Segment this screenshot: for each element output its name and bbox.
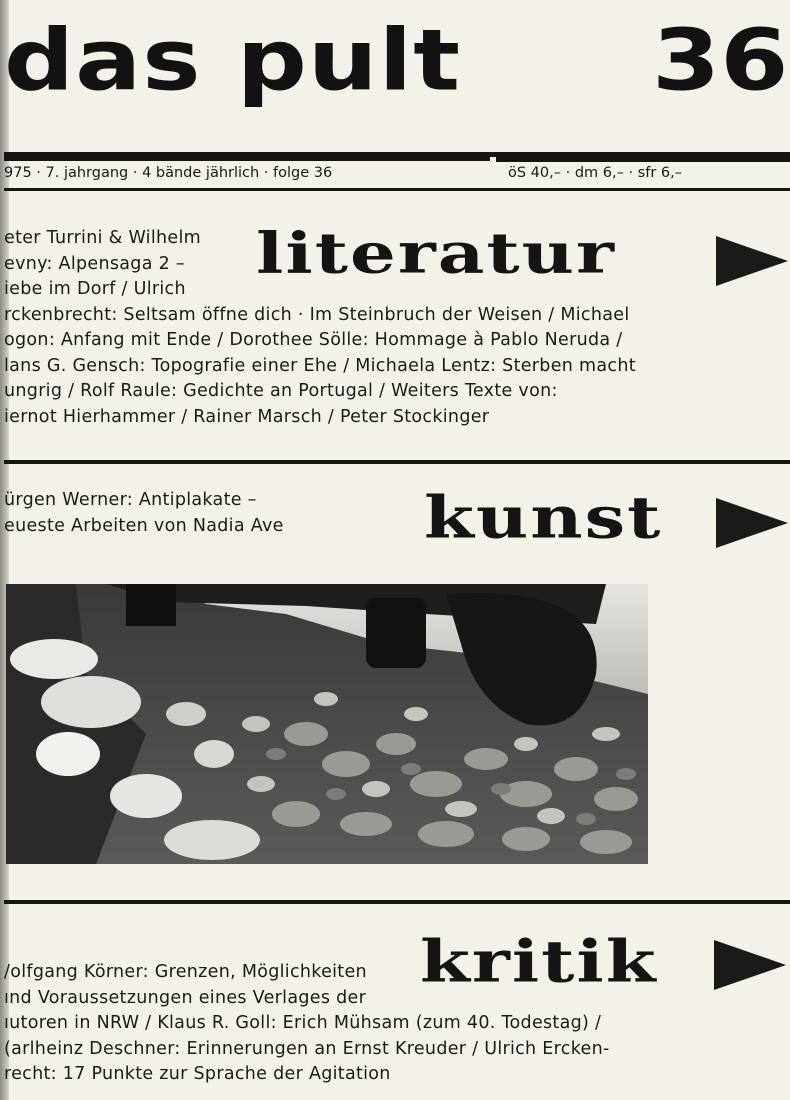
price-info: öS 40,– · dm 6,– · sfr 6,–	[508, 165, 682, 181]
issue-info: 975 · 7. jahrgang · 4 bände jährlich · folge 36	[4, 165, 333, 181]
literatur-heading: literatur	[256, 220, 616, 286]
masthead-rule-left	[4, 157, 490, 161]
kritik-line: ıutoren in NRW / Klaus R. Goll: Erich Mühsam (zum 40. Todestag) /	[4, 1013, 602, 1033]
issue-info-line	[4, 162, 790, 184]
literatur-arrow-icon	[716, 236, 788, 286]
literatur-line: eter Turrini & Wilhelm	[4, 228, 201, 248]
kritik-arrow-icon	[714, 940, 786, 990]
literatur-line: rckenbrecht: Seltsam öffne dich · Im Steinbruch der Weisen / Michael	[4, 304, 630, 325]
kritik-contents	[4, 960, 610, 1088]
masthead-issue-number: 36	[652, 12, 789, 111]
kritik-line: recht: 17 Punkte zur Sprache der Agitation	[4, 1064, 391, 1084]
kunst-line: eueste Arbeiten von Nadia Ave	[4, 515, 284, 536]
literatur-line: evny: Alpensaga 2 –	[4, 253, 185, 274]
kritik-line: /olfgang Körner: Grenzen, Möglichkeiten	[4, 962, 367, 982]
literatur-line: ogon: Anfang mit Ende / Dorothee Sölle: Hommage à Pablo Neruda /	[4, 330, 623, 350]
kunst-heading: kunst	[424, 484, 663, 552]
section-rule	[4, 460, 790, 464]
kunst-contents	[4, 488, 284, 539]
section-rule	[4, 900, 790, 904]
kritik-heading: kritik	[420, 928, 658, 996]
literatur-line: ungrig / Rolf Raule: Gedichte an Portugal / Weiters Texte von:	[4, 381, 558, 401]
literatur-line: lans G. Gensch: Topografie einer Ehe / Michaela Lentz: Sterben macht	[4, 355, 636, 376]
kunst-line: ürgen Werner: Antiplakate –	[4, 490, 257, 510]
literatur-line: iernot Hierhammer / Rainer Marsch / Peter Stockinger	[4, 406, 490, 427]
kunst-arrow-icon	[716, 498, 788, 548]
literatur-contents	[4, 226, 636, 430]
literatur-line: iebe im Dorf / Ulrich	[4, 279, 186, 299]
masthead	[4, 14, 790, 109]
cover-photo	[6, 584, 648, 864]
kritik-line: (arlheinz Deschner: Erinnerungen an Ernst Kreuder / Ulrich Ercken-	[4, 1038, 610, 1059]
masthead-title: das pult	[4, 12, 462, 111]
info-rule	[4, 188, 790, 191]
kritik-line: ınd Voraussetzungen eines Verlages der	[4, 987, 367, 1008]
photo-pebbles-tyre	[6, 584, 648, 864]
